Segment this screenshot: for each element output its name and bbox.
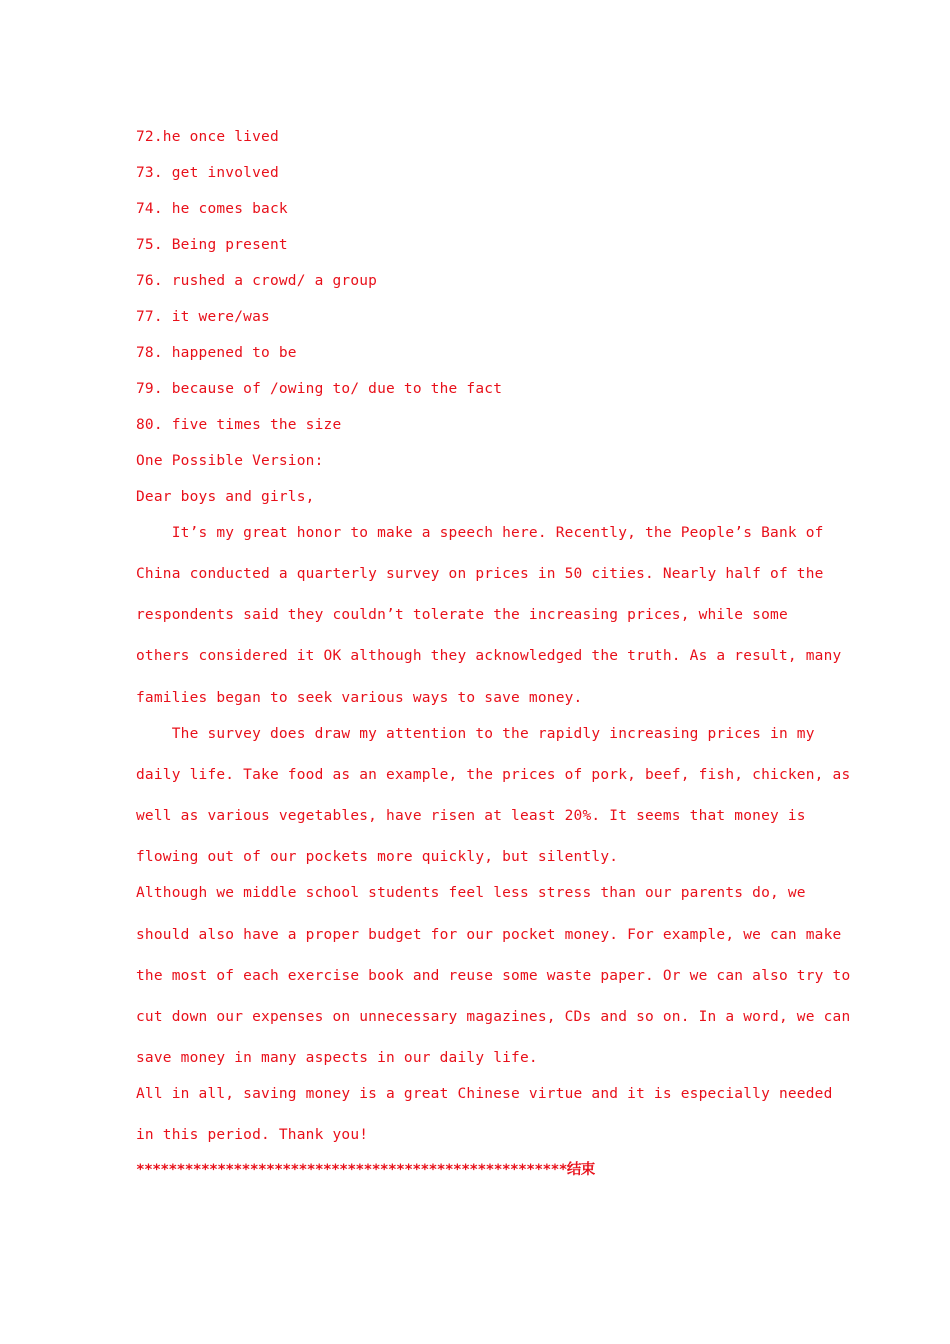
essay-line: should also have a proper budget for our pocket money. For example, we can make — [136, 927, 842, 943]
answer-line: 77. it were/was — [136, 309, 270, 325]
answer-line: 72.he once lived — [136, 129, 279, 145]
answer-line: 73. get involved — [136, 165, 279, 181]
essay-line: All in all, saving money is a great Chinese virtue and it is especially needed — [136, 1086, 833, 1102]
essay-line: cut down our expenses on unnecessary magazines, CDs and so on. In a word, we can — [136, 1009, 851, 1025]
salutation: Dear boys and girls, — [136, 489, 315, 505]
answer-line: 79. because of /owing to/ due to the fact — [136, 381, 503, 397]
answer-line: 76. rushed a crowd/ a group — [136, 273, 378, 289]
essay-line: in this period. Thank you! — [136, 1127, 369, 1143]
version-heading: One Possible Version: — [136, 453, 324, 469]
answer-line: 78. happened to be — [136, 345, 297, 361]
essay-line: flowing out of our pockets more quickly, but silently. — [136, 849, 619, 865]
essay-line: China conducted a quarterly survey on prices in 50 cities. Nearly half of the — [136, 566, 824, 582]
essay-line: families began to seek various ways to save money. — [136, 690, 583, 706]
essay-line: respondents said they couldn’t tolerate the increasing prices, while some — [136, 607, 788, 623]
answer-line: 74. he comes back — [136, 201, 288, 217]
end-marker: *****************************************************结束 — [136, 1162, 595, 1178]
essay-line: well as various vegetables, have risen at least 20%. It seems that money is — [136, 808, 806, 824]
essay-line: daily life. Take food as an example, the prices of pork, beef, fish, chicken, as — [136, 767, 851, 783]
answer-line: 80. five times the size — [136, 417, 342, 433]
essay-line: others considered it OK although they acknowledged the truth. As a result, many — [136, 648, 842, 664]
essay-line: Although we middle school students feel less stress than our parents do, we — [136, 885, 806, 901]
essay-line: the most of each exercise book and reuse some waste paper. Or we can also try to — [136, 968, 851, 984]
essay-line: The survey does draw my attention to the rapidly increasing prices in my — [136, 726, 815, 742]
essay-line: It’s my great honor to make a speech here. Recently, the People’s Bank of — [136, 525, 824, 541]
answer-line: 75. Being present — [136, 237, 288, 253]
essay-line: save money in many aspects in our daily life. — [136, 1050, 538, 1066]
